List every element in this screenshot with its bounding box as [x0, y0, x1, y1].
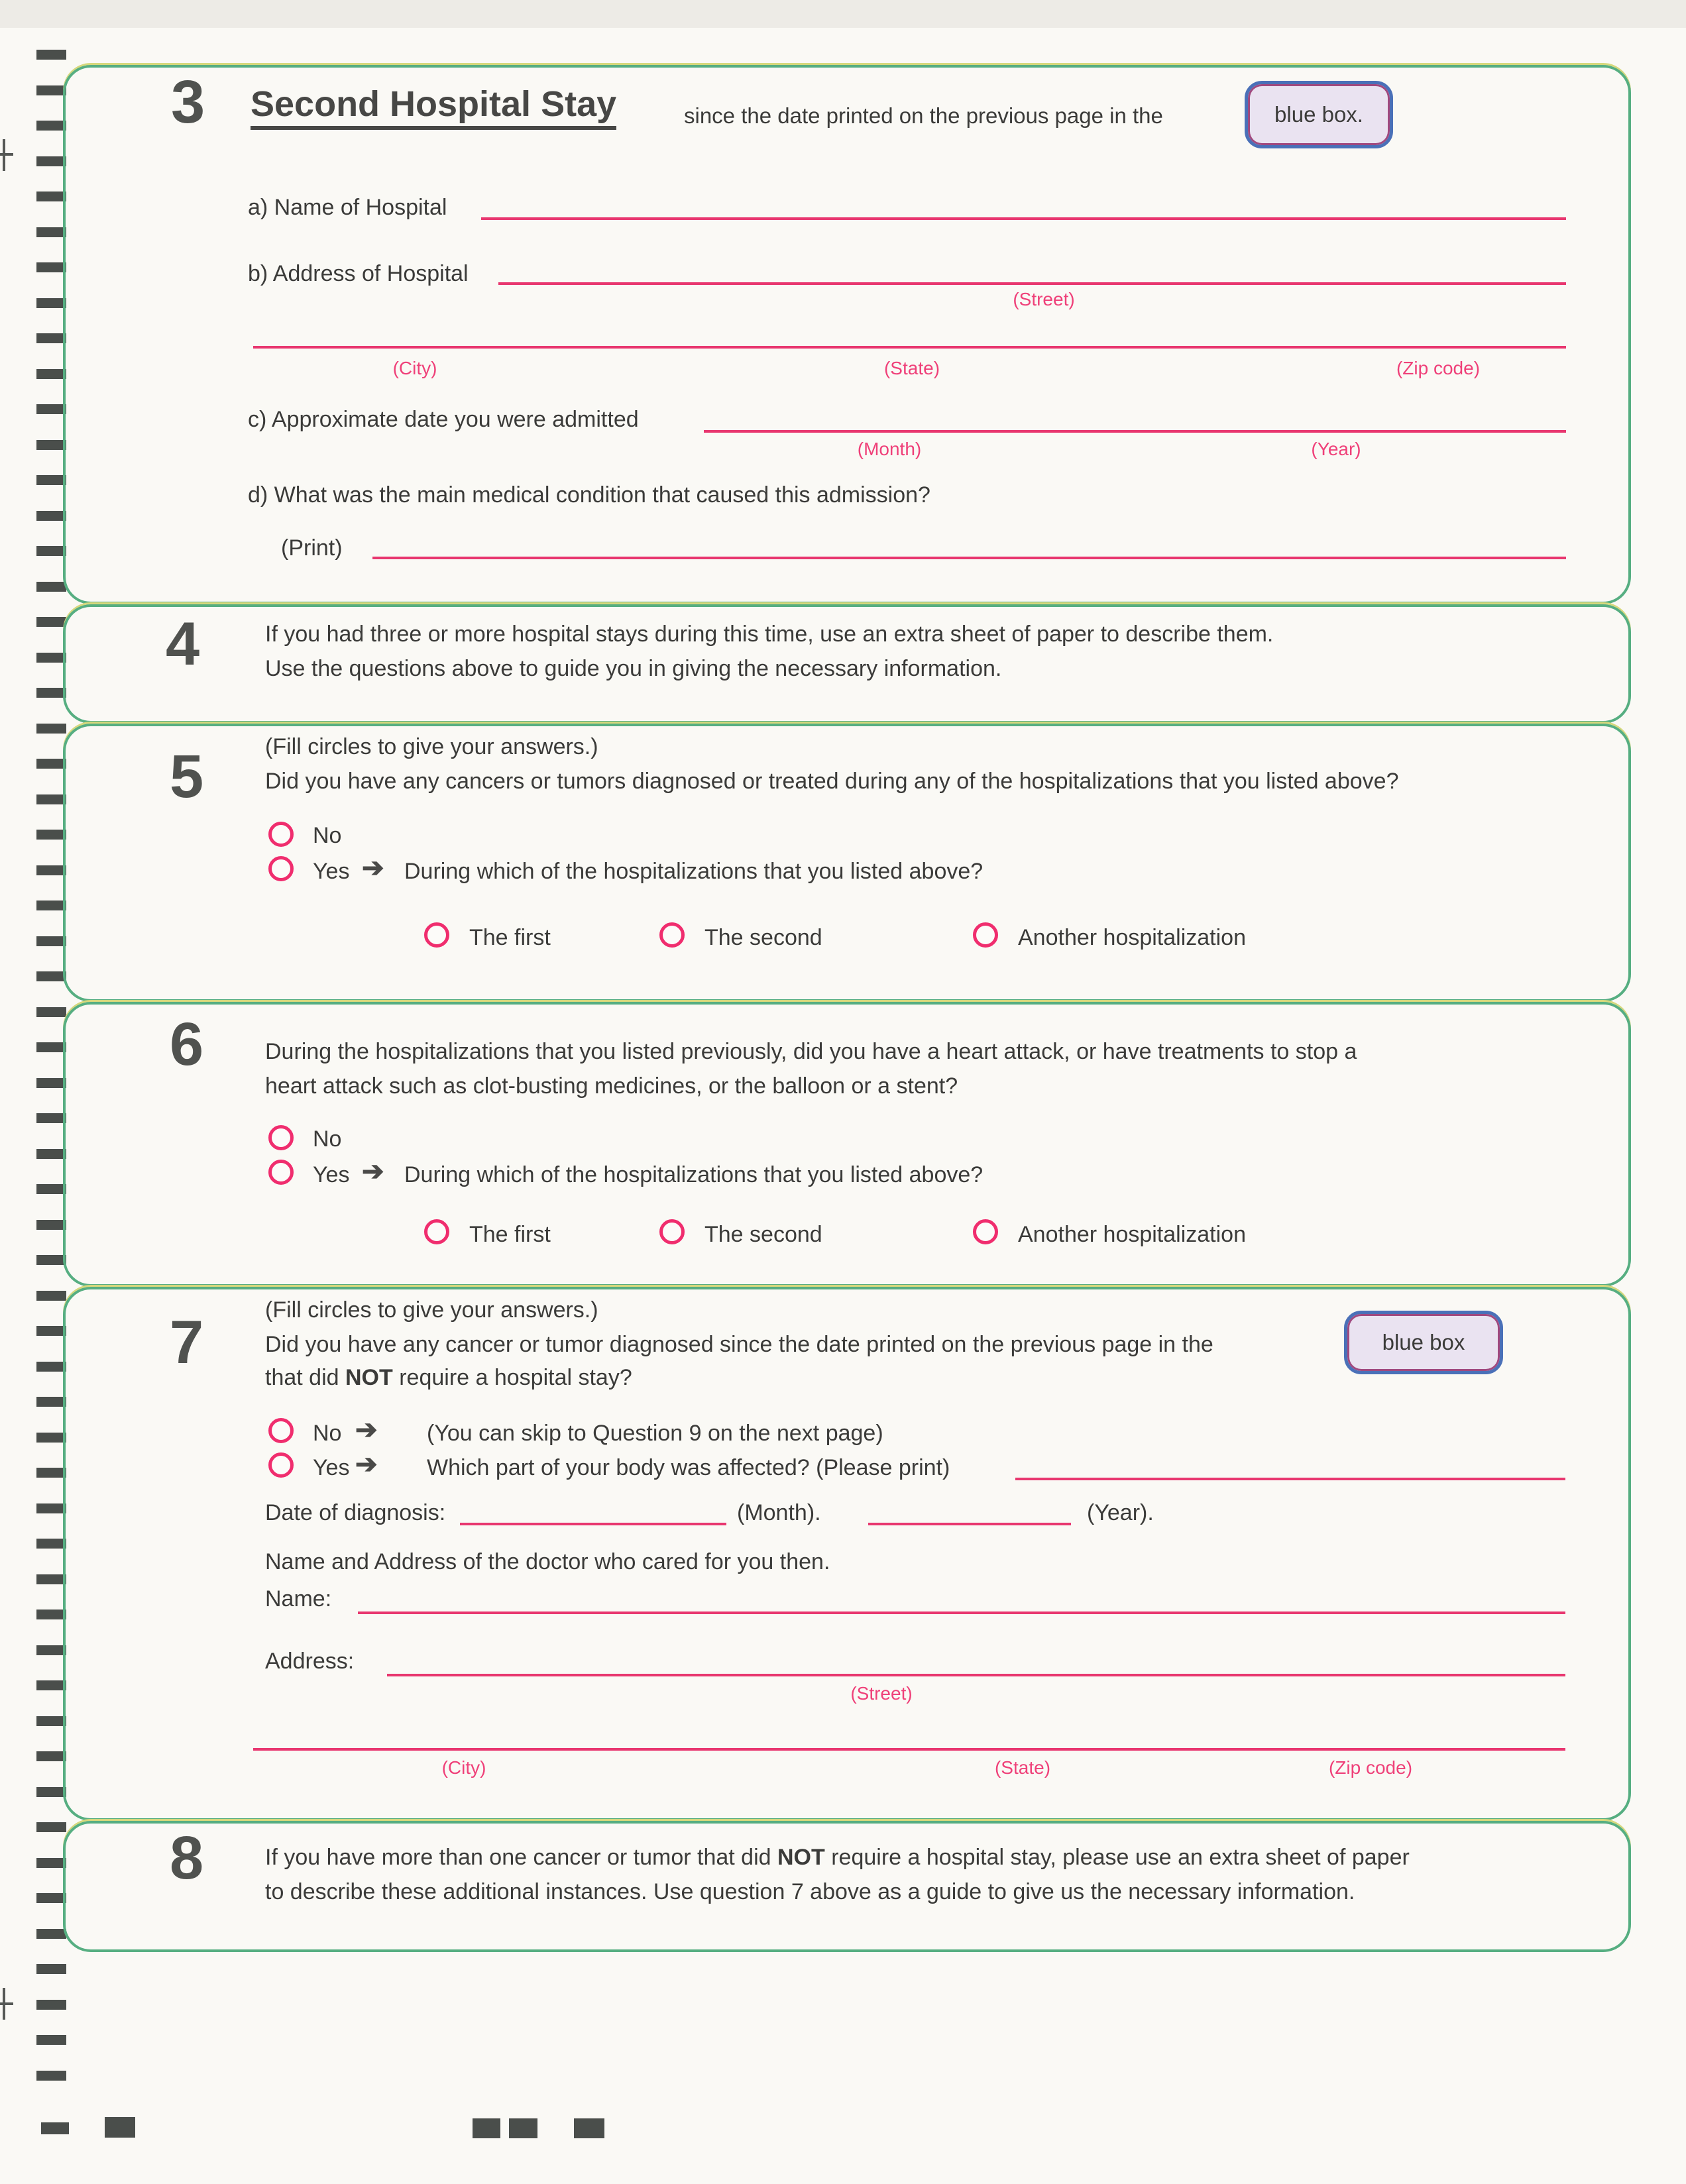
binding-hole: [36, 1184, 66, 1194]
binding-hole: [36, 511, 66, 521]
question-4-number: 4: [166, 610, 199, 678]
registration-square: [41, 2122, 69, 2134]
radio-q6-no[interactable]: [268, 1125, 294, 1150]
diagnosis-year-caption: (Year).: [1087, 1500, 1154, 1525]
hospital-name-line[interactable]: [481, 217, 1566, 220]
q6-no-label: No: [313, 1126, 342, 1152]
q8-line1-post: require a hospital stay, please use an extra sheet of paper: [824, 1845, 1410, 1870]
hospital-street-line[interactable]: [498, 282, 1566, 285]
binding-hole: [36, 1858, 66, 1868]
binding-hole: [36, 156, 66, 166]
right-arrow-icon: ➔: [362, 1157, 384, 1186]
diagnosis-month-caption: (Month).: [737, 1500, 821, 1525]
binding-hole: [36, 971, 66, 981]
q5-yes-label: Yes: [313, 859, 350, 884]
right-arrow-icon: ➔: [355, 1415, 378, 1445]
question-3-box: [63, 65, 1631, 604]
registration-square: [473, 2118, 500, 2138]
binding-hole: [36, 865, 66, 875]
question-3-title-suffix: since the date printed on the previous page in the: [684, 103, 1163, 128]
radio-q6-another[interactable]: [973, 1219, 998, 1244]
binding-hole: [36, 1822, 66, 1832]
binding-hole: [36, 2071, 66, 2081]
radio-q6-yes[interactable]: [268, 1160, 294, 1185]
fill-circles-note: (Fill circles to give your answers.): [265, 1297, 598, 1323]
q5-no-label: No: [313, 823, 342, 848]
diagnosis-date-label: Date of diagnosis:: [265, 1500, 446, 1525]
binding-hole: [36, 1007, 66, 1017]
q5-option-first: The first: [469, 925, 551, 950]
question-5-number: 5: [170, 743, 203, 810]
hospital-address-label: b) Address of Hospital: [248, 261, 469, 286]
binding-hole: [36, 227, 66, 237]
binding-hole: [36, 759, 66, 769]
binding-hole: [36, 1433, 66, 1443]
condition-line[interactable]: [372, 557, 1566, 559]
binding-hole: [36, 121, 66, 131]
diagnosis-month-line[interactable]: [460, 1523, 726, 1525]
question-7-text-line2: [265, 1364, 632, 1392]
radio-q6-first[interactable]: [424, 1219, 449, 1244]
radio-q5-second[interactable]: [659, 922, 685, 948]
binding-hole: [36, 1680, 66, 1690]
registration-mark-icon: [0, 2002, 13, 2005]
question-6-text-line2: heart attack such as clot-busting medicines, or the balloon or a stent?: [265, 1073, 958, 1099]
binding-hole: [36, 1787, 66, 1797]
q7-line2-post: require a hospital stay?: [392, 1365, 632, 1390]
admit-date-line[interactable]: [704, 430, 1566, 433]
street-caption: (Street): [1013, 289, 1075, 309]
binding-hole: [36, 440, 66, 450]
doctor-name-label: Name:: [265, 1586, 332, 1611]
binding-hole: [36, 2035, 66, 2045]
state-caption: (State): [994, 1757, 1051, 1778]
radio-q7-yes[interactable]: [268, 1452, 294, 1478]
q6-option-first: The first: [469, 1222, 551, 1247]
fill-circles-note: (Fill circles to give your answers.): [265, 734, 598, 759]
question-3-number: 3: [171, 68, 204, 136]
city-caption: (City): [441, 1757, 486, 1778]
binding-hole: [36, 1610, 66, 1619]
q7-yes-note: Which part of your body was affected? (Please print): [427, 1455, 950, 1480]
doctor-name-line[interactable]: [358, 1611, 1565, 1614]
binding-hole: [36, 1503, 66, 1513]
scan-edge-band: [0, 0, 1686, 28]
q5-yes-followup: During which of the hospitalizations that you listed above?: [404, 859, 984, 884]
q6-yes-label: Yes: [313, 1162, 350, 1187]
binding-hole: [36, 724, 66, 734]
binding-hole: [36, 1220, 66, 1230]
binding-hole: [36, 1751, 66, 1761]
binding-hole: [36, 404, 66, 414]
binding-hole: [36, 1042, 66, 1052]
binding-hole: [36, 653, 66, 663]
binding-hole: [36, 1291, 66, 1301]
registration-mark-icon: [0, 153, 13, 156]
q8-line1-pre: If you have more than one cancer or tumor that did: [265, 1845, 777, 1870]
street-caption: (Street): [850, 1683, 913, 1704]
binding-hole: [36, 1574, 66, 1584]
right-arrow-icon: ➔: [355, 1450, 378, 1479]
binding-hole: [36, 1645, 66, 1655]
binding-hole: [36, 830, 66, 840]
question-3-title: Second Hospital Stay: [251, 86, 616, 130]
binding-hole: [36, 582, 66, 592]
binding-hole: [36, 1078, 66, 1088]
binding-hole: [36, 936, 66, 946]
year-caption: (Year): [1311, 439, 1361, 459]
doctor-address-label: Address:: [265, 1649, 355, 1674]
condition-question-label: d) What was the main medical condition that caused this admission?: [248, 482, 930, 508]
month-caption: (Month): [857, 439, 922, 459]
radio-q7-no[interactable]: [268, 1418, 294, 1443]
binding-hole: [36, 191, 66, 201]
binding-hole: [36, 333, 66, 343]
binding-hole: [36, 1326, 66, 1336]
body-part-line[interactable]: [1015, 1478, 1565, 1480]
binding-hole: [36, 688, 66, 698]
city-caption: (City): [392, 358, 437, 378]
radio-q5-another[interactable]: [973, 922, 998, 948]
question-4-text-line1: If you had three or more hospital stays during this time, use an extra sheet of paper to describe them.: [265, 622, 1274, 647]
radio-q5-yes[interactable]: [268, 856, 294, 881]
q7-no-label: No: [313, 1421, 342, 1446]
zip-caption: (Zip code): [1328, 1757, 1413, 1778]
registration-square: [574, 2118, 604, 2138]
q6-option-second: The second: [704, 1222, 822, 1247]
binding-hole: [36, 2000, 66, 2010]
q7-line2-not: NOT: [345, 1365, 393, 1390]
q6-option-another: Another hospitalization: [1018, 1222, 1247, 1247]
q7-yes-label: Yes: [313, 1455, 350, 1480]
blue-box-callout: blue box.: [1245, 81, 1393, 148]
binding-hole: [36, 1362, 66, 1372]
binding-hole: [36, 546, 66, 556]
question-6-text-line1: During the hospitalizations that you listed previously, did you have a heart attack, or have treatments to stop a: [265, 1039, 1357, 1064]
binding-hole: [36, 369, 66, 379]
right-arrow-icon: ➔: [362, 853, 384, 883]
hospital-city-state-zip-line[interactable]: [253, 346, 1566, 349]
q8-line1-not: NOT: [777, 1845, 825, 1870]
binding-hole: [36, 617, 66, 627]
binding-hole: [36, 1929, 66, 1939]
binding-hole: [36, 1964, 66, 1974]
question-5-text: Did you have any cancers or tumors diagnosed or treated during any of the hospitalizations that you listed above?: [265, 769, 1399, 794]
question-7-text-line1: Did you have any cancer or tumor diagnosed since the date printed on the previous page in the: [265, 1332, 1213, 1357]
q7-line2-pre: that did: [265, 1365, 345, 1390]
q5-option-second: The second: [704, 925, 822, 950]
binding-hole: [36, 901, 66, 910]
binding-hole: [36, 1397, 66, 1407]
q6-yes-followup: During which of the hospitalizations that you listed above?: [404, 1162, 984, 1187]
binding-hole: [36, 50, 66, 60]
zip-caption: (Zip code): [1396, 358, 1481, 378]
binding-hole: [36, 794, 66, 804]
binding-hole: [36, 1468, 66, 1478]
question-7-number: 7: [170, 1309, 203, 1376]
binding-hole: [36, 298, 66, 308]
question-8-text-line1: [265, 1843, 1410, 1872]
binding-hole: [36, 262, 66, 272]
registration-square: [105, 2117, 135, 2138]
question-8-text-line2: to describe these additional instances. Use question 7 above as a guide to give us the necessary information.: [265, 1879, 1355, 1904]
radio-q5-no[interactable]: [268, 822, 294, 847]
admit-date-label: c) Approximate date you were admitted: [248, 407, 639, 432]
q7-no-note: (You can skip to Question 9 on the next page): [427, 1421, 883, 1446]
binding-hole: [36, 85, 66, 95]
question-4-text-line2: Use the questions above to guide you in giving the necessary information.: [265, 656, 1002, 681]
question-6-number: 6: [170, 1010, 203, 1078]
binding-hole: [36, 1255, 66, 1265]
binding-hole: [36, 1113, 66, 1123]
binding-hole: [36, 475, 66, 485]
diagnosis-year-line[interactable]: [868, 1523, 1071, 1525]
registration-square: [509, 2118, 537, 2138]
binding-hole: [36, 1716, 66, 1726]
q5-option-another: Another hospitalization: [1018, 925, 1247, 950]
doctor-street-line[interactable]: [387, 1674, 1565, 1676]
radio-q6-second[interactable]: [659, 1219, 685, 1244]
print-caption: (Print): [281, 535, 343, 561]
doctor-heading: Name and Address of the doctor who cared for you then.: [265, 1549, 830, 1574]
state-caption: (State): [883, 358, 940, 378]
blue-box-callout: blue box: [1344, 1311, 1503, 1374]
radio-q5-first[interactable]: [424, 922, 449, 948]
doctor-city-state-zip-line[interactable]: [253, 1748, 1565, 1751]
binding-hole: [36, 1149, 66, 1159]
hospital-name-label: a) Name of Hospital: [248, 195, 447, 220]
binding-hole: [36, 1893, 66, 1903]
binding-hole: [36, 1539, 66, 1549]
question-8-number: 8: [170, 1824, 203, 1892]
